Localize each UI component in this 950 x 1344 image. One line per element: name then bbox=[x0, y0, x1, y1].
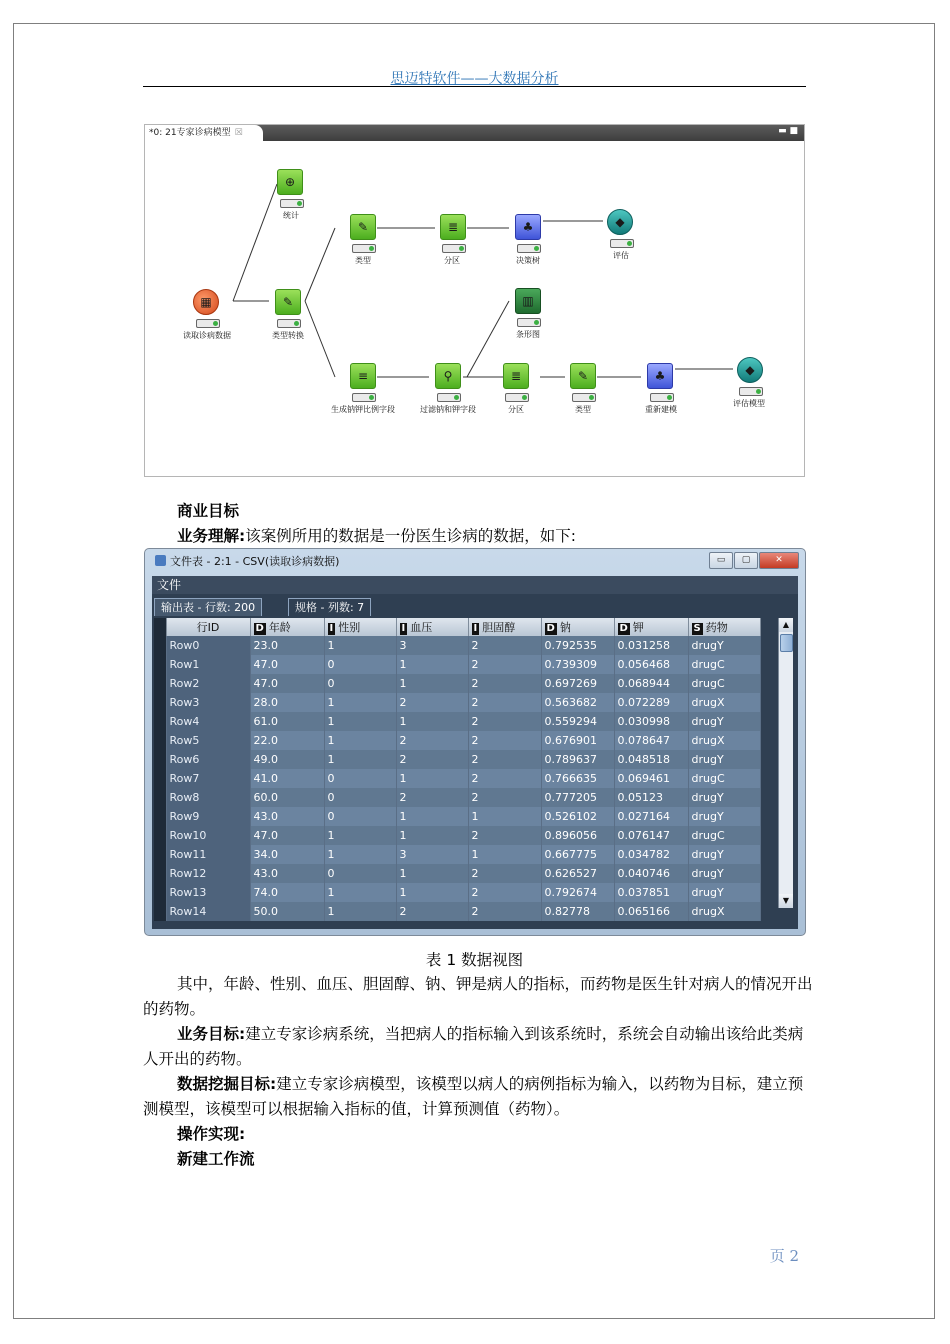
table-cell: 43.0 bbox=[250, 807, 324, 826]
row-gutter bbox=[154, 864, 166, 883]
table-row[interactable] bbox=[154, 693, 760, 712]
type-icon: ✎ bbox=[357, 220, 369, 234]
data-grid bbox=[154, 618, 776, 929]
partition-icon: ≣ bbox=[510, 369, 522, 383]
table-cell: 47.0 bbox=[250, 826, 324, 845]
table-cell: drugY bbox=[688, 636, 760, 655]
table-row[interactable] bbox=[154, 712, 760, 731]
table-row[interactable] bbox=[154, 788, 760, 807]
table-cell: 0.792674 bbox=[541, 883, 614, 902]
table-cell: 0.563682 bbox=[541, 693, 614, 712]
type-icon: ✎ bbox=[577, 369, 589, 383]
column-type-icon: S bbox=[693, 623, 701, 634]
table-cell: drugY bbox=[688, 750, 760, 769]
row-id-cell: Row9 bbox=[166, 807, 250, 826]
node-status bbox=[517, 318, 541, 327]
column-type-icon: I bbox=[329, 623, 334, 634]
table-cell: 0.040746 bbox=[614, 864, 688, 883]
column-type-icon: D bbox=[255, 623, 264, 634]
table-row[interactable] bbox=[154, 750, 760, 769]
row-gutter bbox=[154, 845, 166, 864]
node-label: 决策树 bbox=[516, 256, 540, 265]
tree-icon: ♣ bbox=[522, 220, 534, 234]
generate-field-node[interactable] bbox=[350, 363, 376, 389]
table-cell: 1 bbox=[324, 826, 396, 845]
node-status bbox=[277, 319, 301, 328]
table-cell: 0.766635 bbox=[541, 769, 614, 788]
table-cell: drugX bbox=[688, 693, 760, 712]
column-header[interactable] bbox=[468, 618, 541, 636]
table-cell: 1 bbox=[324, 712, 396, 731]
table-cell: 0 bbox=[324, 674, 396, 693]
evaluate-model-node[interactable] bbox=[737, 357, 763, 383]
table-cell: drugX bbox=[688, 731, 760, 750]
row-gutter bbox=[154, 655, 166, 674]
node-status bbox=[505, 393, 529, 402]
table-cell: 34.0 bbox=[250, 845, 324, 864]
table-cell: 0.027164 bbox=[614, 807, 688, 826]
row-gutter bbox=[154, 731, 166, 750]
table-cell: drugX bbox=[688, 902, 760, 921]
mining-goal-paragraph: 数据挖掘目标:建立专家诊病模型，该模型以病人的病例指标为输入，以药物为目标，建立预测模型，该模型可以根据输入指标的值，计算预测值（药物）。 bbox=[143, 1075, 804, 1118]
table-row[interactable] bbox=[154, 674, 760, 693]
tree-icon: ♣ bbox=[654, 369, 666, 383]
table-cell: 0.048518 bbox=[614, 750, 688, 769]
node-status bbox=[280, 199, 304, 208]
table-cell: 61.0 bbox=[250, 712, 324, 731]
table-row[interactable] bbox=[154, 769, 760, 788]
column-name: 钾 bbox=[632, 621, 644, 634]
table-cell: 0.030998 bbox=[614, 712, 688, 731]
table-row[interactable] bbox=[154, 655, 760, 674]
table-cell: 0.792535 bbox=[541, 636, 614, 655]
table-cell: 2 bbox=[468, 731, 541, 750]
column-header[interactable] bbox=[324, 618, 396, 636]
node-status bbox=[352, 393, 376, 402]
row-id-cell: Row2 bbox=[166, 674, 250, 693]
csv-reader-node[interactable] bbox=[193, 289, 219, 315]
table-cell: 43.0 bbox=[250, 864, 324, 883]
filter-icon: ⚲ bbox=[443, 369, 453, 383]
operation-heading: 操作实现: bbox=[177, 1125, 246, 1143]
file-table-window bbox=[144, 548, 806, 936]
evaluate-node[interactable] bbox=[607, 209, 633, 235]
node-label: 统计 bbox=[283, 211, 299, 220]
page-header: 思迈特软件——大数据分析 bbox=[390, 71, 559, 87]
table-row[interactable] bbox=[154, 883, 760, 902]
table-cell: 2 bbox=[396, 902, 468, 921]
table-row[interactable] bbox=[154, 807, 760, 826]
table-cell: 1 bbox=[324, 636, 396, 655]
table-cell: 1 bbox=[396, 826, 468, 845]
explain-paragraph: 其中，年龄、性别、血压、胆固醇、钠、钾是病人的指标，而药物是医生针对病人的情况开出的药物。 bbox=[143, 975, 813, 1018]
row-id-cell: Row10 bbox=[166, 826, 250, 845]
column-header[interactable] bbox=[250, 618, 324, 636]
row-gutter bbox=[154, 883, 166, 902]
table-cell: 2 bbox=[396, 693, 468, 712]
table-cell: 0.034782 bbox=[614, 845, 688, 864]
table-cell: 1 bbox=[396, 883, 468, 902]
table-cell: 74.0 bbox=[250, 883, 324, 902]
column-type-icon: I bbox=[401, 623, 406, 634]
node-label: 分区 bbox=[508, 405, 524, 414]
column-header[interactable] bbox=[396, 618, 468, 636]
table-cell: drugY bbox=[688, 864, 760, 883]
node-status bbox=[572, 393, 596, 402]
table-row[interactable] bbox=[154, 845, 760, 864]
type-convert-node[interactable] bbox=[275, 289, 301, 315]
node-status bbox=[517, 244, 541, 253]
node-label: 类型转换 bbox=[272, 331, 304, 340]
table-cell: 2 bbox=[396, 750, 468, 769]
table-cell: 1 bbox=[324, 731, 396, 750]
table-cell: 2 bbox=[396, 788, 468, 807]
node-label: 类型 bbox=[355, 256, 371, 265]
table-cell: drugC bbox=[688, 655, 760, 674]
table-cell: 49.0 bbox=[250, 750, 324, 769]
node-label: 读取诊病数据 bbox=[183, 331, 231, 340]
table-cell: 1 bbox=[324, 750, 396, 769]
table-cell: drugY bbox=[688, 845, 760, 864]
table-cell: 0.056468 bbox=[614, 655, 688, 674]
node-status bbox=[437, 393, 461, 402]
table-cell: 2 bbox=[468, 712, 541, 731]
node-status bbox=[739, 387, 763, 396]
table-caption: 表 1 数据视图 bbox=[425, 951, 524, 969]
row-id-cell: Row6 bbox=[166, 750, 250, 769]
table-cell: 0.072289 bbox=[614, 693, 688, 712]
table-cell: 28.0 bbox=[250, 693, 324, 712]
table-cell: 2 bbox=[468, 636, 541, 655]
table-cell: 2 bbox=[468, 655, 541, 674]
maximize-button[interactable]: ▢ bbox=[734, 552, 758, 569]
table-cell: 2 bbox=[468, 674, 541, 693]
node-label: 分区 bbox=[444, 256, 460, 265]
scroll-down-button[interactable]: ▼ bbox=[779, 894, 793, 908]
filter-node[interactable] bbox=[435, 363, 461, 389]
table-cell: 0.065166 bbox=[614, 902, 688, 921]
table-header-row bbox=[154, 618, 760, 636]
row-gutter bbox=[154, 636, 166, 655]
table-cell: 0.05123 bbox=[614, 788, 688, 807]
column-name: 血压 bbox=[410, 621, 433, 634]
table-cell: 1 bbox=[396, 864, 468, 883]
evaluate-icon: ◆ bbox=[745, 363, 755, 377]
table-cell: 2 bbox=[468, 750, 541, 769]
table-cell: 23.0 bbox=[250, 636, 324, 655]
table-cell: 0 bbox=[324, 769, 396, 788]
column-name: 行ID bbox=[196, 621, 220, 634]
table-cell: 1 bbox=[324, 693, 396, 712]
column-type-icon: I bbox=[473, 623, 478, 634]
table-cell: 1 bbox=[396, 655, 468, 674]
table-row[interactable] bbox=[154, 864, 760, 883]
table-cell: 2 bbox=[468, 883, 541, 902]
row-gutter bbox=[154, 807, 166, 826]
workflow-tab-title: *0: 21专家诊病模型 bbox=[149, 128, 231, 138]
row-gutter bbox=[154, 674, 166, 693]
partition-icon: ≣ bbox=[447, 220, 459, 234]
table-cell: 2 bbox=[468, 788, 541, 807]
scroll-thumb[interactable] bbox=[780, 634, 793, 652]
convert-icon: ✎ bbox=[282, 295, 294, 309]
table-row[interactable] bbox=[154, 731, 760, 750]
table-cell: 0.789637 bbox=[541, 750, 614, 769]
table-cell: 0.896056 bbox=[541, 826, 614, 845]
column-type-icon: D bbox=[619, 623, 628, 634]
evaluate-icon: ◆ bbox=[615, 215, 625, 229]
table-cell: drugY bbox=[688, 788, 760, 807]
row-id-cell: Row12 bbox=[166, 864, 250, 883]
minimize-button[interactable]: ▭ bbox=[709, 552, 733, 569]
table-cell: 1 bbox=[324, 883, 396, 902]
node-status bbox=[650, 393, 674, 402]
tab-output-table[interactable]: 输出表 - 行数: 200 bbox=[154, 598, 262, 616]
table-cell: 0.697269 bbox=[541, 674, 614, 693]
table-cell: 3 bbox=[396, 636, 468, 655]
magnifier-icon: ⊕ bbox=[284, 175, 296, 189]
business-goal-heading: 商业目标 bbox=[177, 502, 240, 520]
partition-node[interactable] bbox=[440, 214, 466, 240]
table-cell: 0.777205 bbox=[541, 788, 614, 807]
table-cell: 1 bbox=[324, 902, 396, 921]
node-label: 生成钠钾比例字段 bbox=[331, 405, 395, 414]
table-row[interactable] bbox=[154, 636, 760, 655]
table-cell: 47.0 bbox=[250, 655, 324, 674]
close-button[interactable]: ✕ bbox=[759, 552, 799, 569]
scroll-up-button[interactable]: ▲ bbox=[779, 618, 793, 632]
table-cell: 0 bbox=[324, 807, 396, 826]
column-name: 性别 bbox=[338, 621, 361, 634]
tab-spec[interactable]: 规格 - 列数: 7 bbox=[288, 598, 371, 616]
table-cell: 1 bbox=[396, 769, 468, 788]
column-header[interactable] bbox=[166, 618, 250, 636]
workflow-tabbar bbox=[145, 125, 804, 141]
workflow-tab[interactable] bbox=[145, 125, 263, 141]
row-id-cell: Row1 bbox=[166, 655, 250, 674]
vertical-scrollbar[interactable] bbox=[778, 618, 793, 908]
node-status bbox=[442, 244, 466, 253]
node-label: 过滤钠和钾字段 bbox=[420, 405, 476, 414]
table-row[interactable] bbox=[154, 826, 760, 845]
table-cell: 0.078647 bbox=[614, 731, 688, 750]
node-status bbox=[610, 239, 634, 248]
column-type-icon: D bbox=[546, 623, 555, 634]
table-cell: 0.676901 bbox=[541, 731, 614, 750]
table-cell: 2 bbox=[396, 731, 468, 750]
table-cell: 1 bbox=[396, 712, 468, 731]
table-cell: 0.739309 bbox=[541, 655, 614, 674]
workflow-connections bbox=[145, 141, 804, 476]
page-number: 页 2 bbox=[769, 1247, 799, 1265]
table-cell: 41.0 bbox=[250, 769, 324, 788]
generate-icon: ≡ bbox=[357, 369, 369, 383]
menu-file[interactable]: 文件 bbox=[152, 576, 798, 594]
column-name: 年龄 bbox=[268, 621, 291, 634]
row-id-cell: Row3 bbox=[166, 693, 250, 712]
table-cell: 22.0 bbox=[250, 731, 324, 750]
close-icon[interactable]: ☒ bbox=[234, 128, 243, 138]
workflow-editor bbox=[144, 124, 805, 477]
table-cell: 2 bbox=[468, 864, 541, 883]
table-cell: 2 bbox=[468, 769, 541, 788]
table-cell: drugC bbox=[688, 826, 760, 845]
app-icon bbox=[155, 555, 166, 566]
table-cell: 1 bbox=[396, 807, 468, 826]
table-cell: 1 bbox=[396, 674, 468, 693]
file-table-body bbox=[152, 576, 798, 929]
table-cell: 0.82778 bbox=[541, 902, 614, 921]
table-cell: drugC bbox=[688, 674, 760, 693]
row-gutter bbox=[154, 712, 166, 731]
row-id-cell: Row5 bbox=[166, 731, 250, 750]
bar-chart-node[interactable] bbox=[515, 288, 541, 314]
window-controls[interactable]: ▬ ■ bbox=[778, 126, 798, 136]
table-cell: 0.559294 bbox=[541, 712, 614, 731]
row-gutter bbox=[154, 693, 166, 712]
statistics-node[interactable] bbox=[277, 169, 303, 195]
header-rule bbox=[143, 86, 806, 87]
node-label: 条形图 bbox=[516, 330, 540, 339]
column-name: 药物 bbox=[705, 621, 728, 634]
node-status bbox=[352, 244, 376, 253]
gutter-header bbox=[154, 618, 166, 636]
csv-icon: ▦ bbox=[200, 295, 212, 309]
bar-chart-icon: ▥ bbox=[522, 294, 534, 308]
table-cell: 0.526102 bbox=[541, 807, 614, 826]
table-row[interactable] bbox=[154, 902, 760, 921]
table-cell: 0.667775 bbox=[541, 845, 614, 864]
node-label: 重新建模 bbox=[645, 405, 677, 414]
table-cell: drugC bbox=[688, 769, 760, 788]
node-label: 类型 bbox=[575, 405, 591, 414]
table-cell: 0.069461 bbox=[614, 769, 688, 788]
table-cell: 0.037851 bbox=[614, 883, 688, 902]
data-table bbox=[154, 618, 761, 921]
table-cell: 1 bbox=[324, 845, 396, 864]
partition-node-2[interactable] bbox=[503, 363, 529, 389]
row-id-cell: Row11 bbox=[166, 845, 250, 864]
rebuild-model-node[interactable] bbox=[647, 363, 673, 389]
table-cell: 2 bbox=[468, 902, 541, 921]
column-header[interactable] bbox=[541, 618, 614, 636]
row-gutter bbox=[154, 769, 166, 788]
workflow-canvas[interactable] bbox=[145, 141, 804, 476]
row-gutter bbox=[154, 788, 166, 807]
table-cell: 3 bbox=[396, 845, 468, 864]
table-cell: 0.068944 bbox=[614, 674, 688, 693]
column-header[interactable] bbox=[614, 618, 688, 636]
table-cell: 2 bbox=[468, 693, 541, 712]
window-title: 文件表 - 2:1 - CSV(读取诊病数据) bbox=[155, 553, 339, 569]
table-cell: 0.076147 bbox=[614, 826, 688, 845]
business-understanding: 业务理解:该案例所用的数据是一份医生诊病的数据，如下: bbox=[177, 527, 576, 545]
table-cell: 0.031258 bbox=[614, 636, 688, 655]
row-id-cell: Row13 bbox=[166, 883, 250, 902]
column-name: 胆固醇 bbox=[482, 621, 516, 634]
node-label: 评估模型 bbox=[733, 399, 765, 408]
table-cell: 0 bbox=[324, 655, 396, 674]
table-cell: 2 bbox=[468, 826, 541, 845]
row-gutter bbox=[154, 750, 166, 769]
workflow-heading: 新建工作流 bbox=[177, 1150, 255, 1168]
column-name: 钠 bbox=[559, 621, 571, 634]
table-cell: 1 bbox=[468, 845, 541, 864]
table-cell: 0.626527 bbox=[541, 864, 614, 883]
decision-tree-node[interactable] bbox=[515, 214, 541, 240]
table-cell: drugY bbox=[688, 712, 760, 731]
table-cell: 60.0 bbox=[250, 788, 324, 807]
table-cell: 50.0 bbox=[250, 902, 324, 921]
row-id-cell: Row7 bbox=[166, 769, 250, 788]
table-cell: drugY bbox=[688, 807, 760, 826]
table-cell: 47.0 bbox=[250, 674, 324, 693]
table-cell: 0 bbox=[324, 788, 396, 807]
row-gutter bbox=[154, 826, 166, 845]
row-id-cell: Row4 bbox=[166, 712, 250, 731]
table-cell: 0 bbox=[324, 864, 396, 883]
table-cell: drugY bbox=[688, 883, 760, 902]
node-status bbox=[196, 319, 220, 328]
row-id-cell: Row14 bbox=[166, 902, 250, 921]
row-gutter bbox=[154, 902, 166, 921]
row-id-cell: Row8 bbox=[166, 788, 250, 807]
window-buttons bbox=[709, 552, 799, 569]
row-id-cell: Row0 bbox=[166, 636, 250, 655]
business-goal-paragraph: 业务目标:建立专家诊病系统，当把病人的指标输入到该系统时，系统会自动输出该给此类病人开出的药物。 bbox=[143, 1025, 804, 1068]
node-label: 评估 bbox=[613, 251, 629, 260]
column-header[interactable] bbox=[688, 618, 760, 636]
type-node-2[interactable] bbox=[570, 363, 596, 389]
table-cell: 1 bbox=[468, 807, 541, 826]
type-node[interactable] bbox=[350, 214, 376, 240]
